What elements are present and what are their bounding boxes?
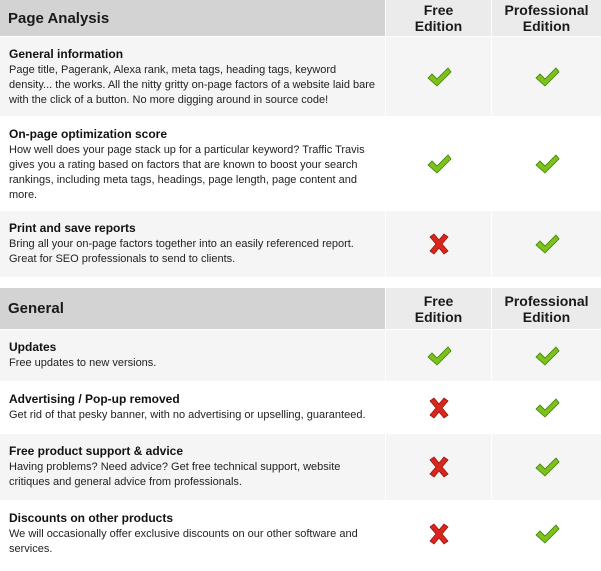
section-title: Page Analysis (0, 0, 385, 36)
feature-description (0, 434, 385, 500)
feature-text: Free updates to new versions. (9, 357, 157, 369)
feature-text: We will occasionally offer exclusive discounts on our other software and services. (9, 528, 358, 555)
feature-name: Advertising / Pop-up removed (9, 392, 180, 406)
check-icon (492, 382, 601, 433)
feature-name: Discounts on other products (9, 511, 174, 525)
feature-row (0, 37, 601, 116)
feature-row (0, 330, 601, 381)
feature-row (0, 501, 601, 567)
column-header-free (386, 288, 491, 329)
cross-icon (386, 211, 491, 277)
professional-label: Professional (504, 2, 589, 18)
check-icon (492, 501, 601, 567)
check-icon (492, 117, 601, 210)
feature-description (0, 330, 385, 381)
feature-row (0, 382, 601, 433)
edition-label: Edition (522, 308, 571, 325)
section-header-page-analysis (0, 0, 601, 36)
column-header-free (386, 0, 491, 36)
feature-text: Bring all your on-page factors together into an easily referenced report. Great for SEO professionals to send to clients. (9, 238, 354, 265)
feature-name: Updates (9, 340, 57, 354)
feature-text: How well does your page stack up for a particular keyword? Traffic Travis gives you a rating based on factors that are known to boost your search rankings, including meta tags, headings, page length, page content and more. (9, 144, 365, 201)
feature-text: Page title, Pagerank, Alexa rank, meta tags, heading tags, keyword density... the works. All the nitty gritty on-page factors of a website laid bare with the click of a button. No more digging around in source code! (9, 64, 376, 106)
check-icon (492, 37, 601, 116)
feature-name: Print and save reports (9, 221, 136, 235)
feature-text: Having problems? Need advice? Get free technical support, website critiques and general advice from professionals. (9, 461, 341, 488)
cross-icon (386, 382, 491, 433)
feature-row (0, 117, 601, 210)
feature-description (0, 211, 385, 277)
edition-label: Edition (414, 308, 463, 325)
check-icon (386, 330, 491, 381)
cross-icon (386, 434, 491, 500)
column-header-professional (492, 288, 601, 329)
feature-text: Get rid of that pesky banner, with no advertising or upselling, guaranteed. (9, 409, 366, 421)
check-icon (386, 37, 491, 116)
edition-label: Edition (522, 18, 571, 34)
feature-row (0, 434, 601, 500)
feature-description (0, 37, 385, 116)
section-header-general (0, 288, 601, 329)
column-header-professional (492, 0, 601, 36)
free-label: Free (423, 292, 454, 309)
check-icon (492, 330, 601, 381)
edition-label: Edition (414, 18, 463, 34)
check-icon (492, 211, 601, 277)
feature-description (0, 117, 385, 210)
cross-icon (386, 501, 491, 567)
feature-description (0, 382, 385, 433)
feature-name: Free product support & advice (9, 444, 184, 458)
feature-name: General information (9, 47, 124, 61)
professional-label: Professional (504, 292, 589, 309)
check-icon (386, 117, 491, 210)
feature-name: On-page optimization score (9, 127, 168, 141)
check-icon (492, 434, 601, 500)
feature-description (0, 501, 385, 567)
section-title: General (0, 288, 385, 329)
feature-row (0, 211, 601, 277)
free-label: Free (423, 2, 454, 18)
